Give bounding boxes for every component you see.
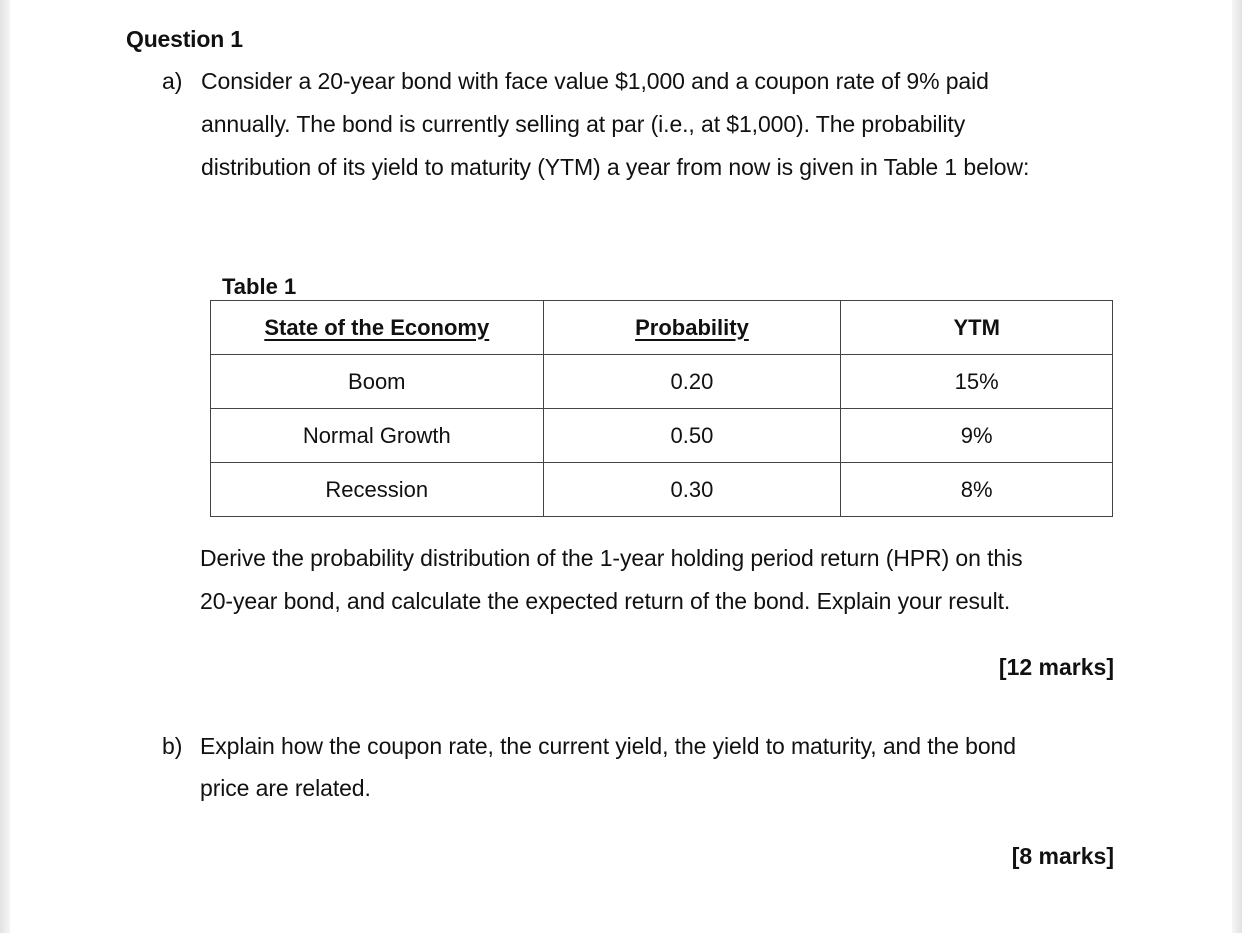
part-a-marks: [12 marks]: [998, 654, 1114, 680]
part-b-label: b): [162, 733, 183, 759]
part-a-label: a): [162, 68, 183, 94]
header-probability-text: Probability: [635, 314, 749, 340]
header-ytm-text: YTM: [953, 314, 1000, 340]
ytm-probability-table: [210, 300, 1113, 517]
cell-ytm: 9%: [841, 409, 1113, 463]
header-probability: [543, 301, 841, 355]
header-ytm: [841, 301, 1113, 355]
part-a-intro-line-2: annually. The bond is currently selling at par (i.e., at $1,000). The probability: [201, 111, 966, 137]
part-a-intro-line-1: Consider a 20-year bond with face value $1,000 and a coupon rate of 9% paid: [201, 68, 989, 94]
part-a-task-line-2: 20-year bond, and calculate the expected return of the bond. Explain your result.: [200, 588, 1011, 614]
cell-state: Recession: [211, 463, 544, 517]
table-row: [211, 355, 1113, 409]
cell-state: Normal Growth: [211, 409, 544, 463]
cell-probability: 0.50: [543, 409, 841, 463]
cell-state: Boom: [211, 355, 544, 409]
cell-probability: 0.20: [543, 355, 841, 409]
table-caption: Table 1: [222, 274, 297, 299]
part-b-line-2: price are related.: [200, 775, 371, 801]
header-state-of-economy: [211, 301, 544, 355]
page-edge-left: [0, 0, 10, 933]
table-row: [211, 463, 1113, 517]
cell-probability: 0.30: [543, 463, 841, 517]
header-state-text: State of the Economy: [264, 314, 490, 340]
part-b-line-1: Explain how the coupon rate, the current yield, the yield to maturity, and the bond: [200, 733, 1016, 759]
cell-ytm: 8%: [841, 463, 1113, 517]
table-row: [211, 409, 1113, 463]
page-edge-right: [1232, 0, 1242, 933]
part-a-intro-line-3: distribution of its yield to maturity (YTM) a year from now is given in Table 1 below:: [201, 154, 1030, 180]
table-header-row: [211, 301, 1113, 355]
part-a-task-line-1: Derive the probability distribution of the 1-year holding period return (HPR) on this: [200, 545, 1023, 571]
question-title: Question 1: [126, 26, 243, 52]
part-b-marks: [8 marks]: [1011, 843, 1114, 869]
cell-ytm: 15%: [841, 355, 1113, 409]
document-page: [10, 0, 1232, 933]
